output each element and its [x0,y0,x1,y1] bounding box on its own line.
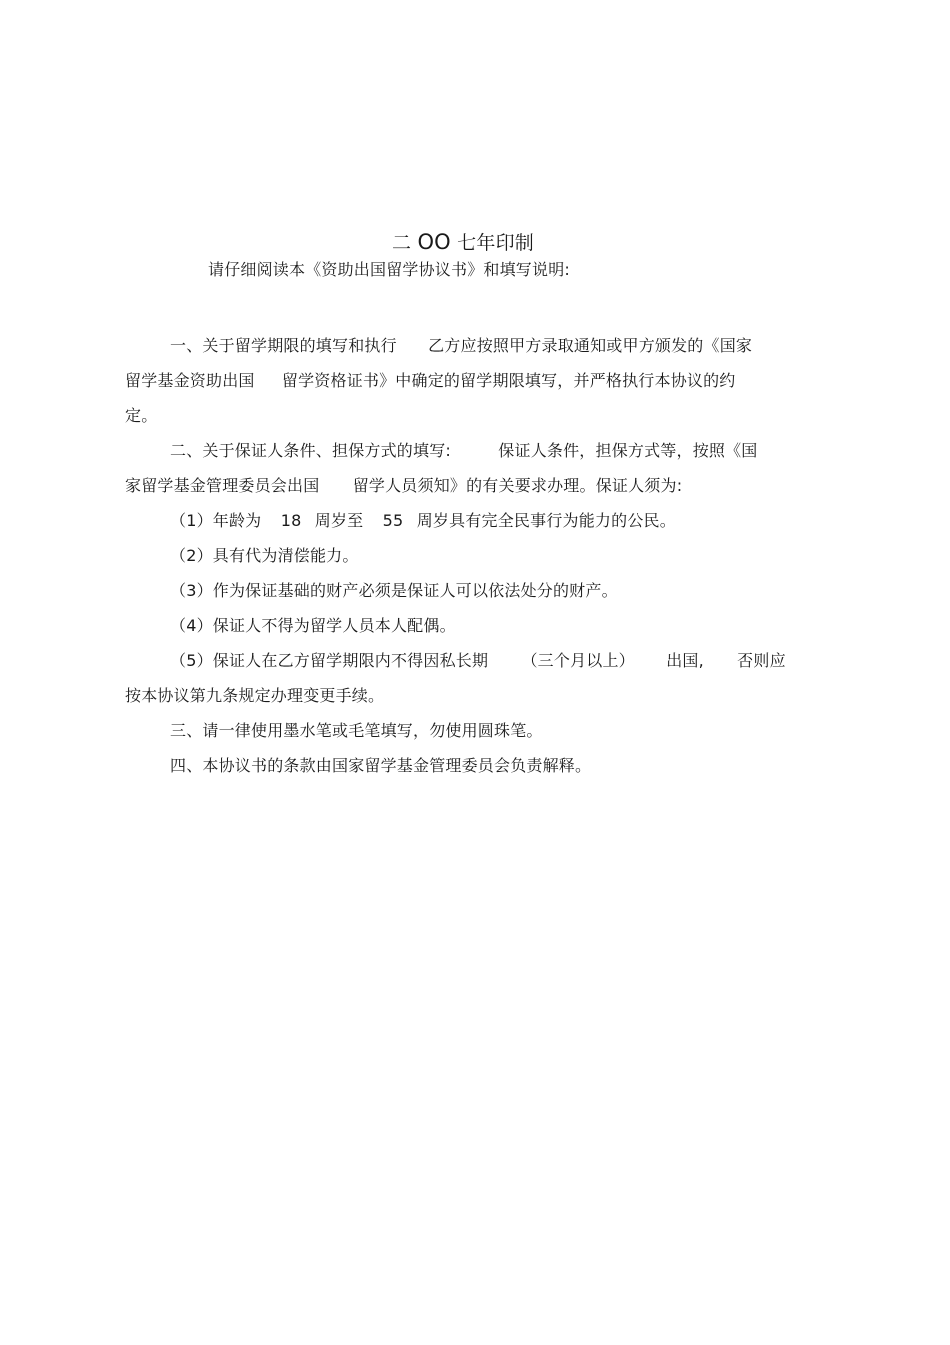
section3: 三、请一律使用墨水笔或毛笔填写，勿使用圆珠笔。 [170,721,543,740]
item5-otherwise: 否则应 [737,651,786,670]
title-suffix: 七年印制 [457,232,534,254]
section2-text-c: 留学人员须知》的有关要求办理。保证人须为: [352,476,683,495]
section2-item5 [170,650,786,672]
section1-text-b: 留学基金资助出国 [125,371,255,390]
section2-item5-line2: 按本协议第九条规定办理变更手续。 [125,686,385,705]
section2-item2: （2）具有代为清偿能力。 [170,546,359,565]
item5-text-a: （5）保证人在乙方留学期限内不得因私长期 [170,651,489,670]
item5-abroad: 出国, [666,651,704,670]
section2-item3: （3）作为保证基础的财产必须是保证人可以依法处分的财产。 [170,581,618,600]
section1-text-a: 乙方应按照甲方录取通知或甲方颁发的《国家 [428,336,753,355]
item1-to: 周岁至 [314,511,364,530]
section4: 四、本协议书的条款由国家留学基金管理委员会负责解释。 [170,756,592,775]
item1-min-age: 18 [280,511,302,530]
section1-heading: 一、关于留学期限的填写和执行 [170,336,397,355]
section1-line3: 定。 [125,406,158,425]
section2-line1 [170,440,758,462]
print-year-title [392,229,534,256]
title-oo: OO [417,230,451,254]
intro-text: 请仔细阅读本《资助出国留学协议书》和填写说明: [208,260,570,279]
title-prefix: 二 [392,232,412,254]
section1-line1 [170,335,752,357]
section2-text-a: 保证人条件，担保方式等，按照《国 [498,441,758,460]
section2-line2 [125,475,682,497]
section2-item4: （4）保证人不得为留学人员本人配偶。 [170,616,456,635]
item1-label: （1）年龄为 [170,511,262,530]
section1-text-c: 留学资格证书》中确定的留学期限填写，并严格执行本协议的约 [281,371,736,390]
section2-heading: 二、关于保证人条件、担保方式的填写: [170,441,451,460]
section2-item1 [170,510,676,532]
item1-rest: 周岁具有完全民事行为能力的公民。 [416,511,676,530]
item5-duration: （三个月以上） [521,651,635,670]
section1-line2 [125,370,736,392]
section2-text-b: 家留学基金管理委员会出国 [125,476,320,495]
item1-max-age: 55 [382,511,404,530]
